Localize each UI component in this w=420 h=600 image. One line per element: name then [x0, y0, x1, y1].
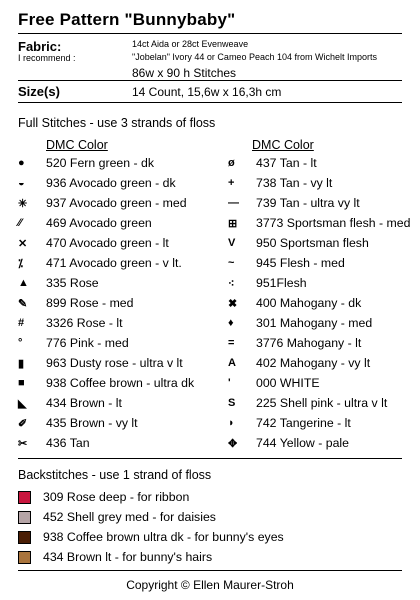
symbol-icon: ✎	[18, 297, 28, 310]
symbol-icon: ■	[18, 377, 25, 389]
backstitch-label: 452 Shell grey med - for daisies	[43, 510, 216, 524]
color-swatch	[18, 531, 31, 544]
copyright-text: Copyright © Ellen Maurer-Stroh	[126, 578, 294, 592]
color-row	[18, 173, 194, 193]
symbol-icon: ✂	[18, 437, 28, 450]
color-label: 470 Avocado green - lt	[46, 236, 169, 250]
symbol-icon: ⁖	[228, 277, 235, 290]
symbol-icon: ~	[228, 257, 235, 269]
color-row	[18, 293, 194, 313]
color-row	[228, 253, 410, 273]
symbol-icon: '	[228, 377, 231, 389]
color-label: 225 Shell pink - ultra v lt	[256, 396, 388, 410]
color-row	[228, 413, 410, 433]
color-row	[228, 313, 410, 333]
color-label: 951Flesh	[256, 276, 307, 290]
color-row	[18, 373, 194, 393]
fabric-line-1: 14ct Aida or 28ct Evenweave	[132, 39, 249, 49]
color-label: 738 Tan - vy lt	[256, 176, 333, 190]
title-divider	[18, 33, 402, 34]
color-row	[18, 353, 194, 373]
symbol-icon: ◣	[18, 397, 27, 410]
color-label: 937 Avocado green - med	[46, 196, 187, 210]
symbol-icon: ø	[228, 157, 235, 169]
color-row	[228, 333, 410, 353]
footer-divider	[18, 570, 402, 571]
color-row	[228, 393, 410, 413]
backstitch-label: 434 Brown lt - for bunny's hairs	[43, 550, 213, 564]
color-row	[18, 233, 194, 253]
color-list-right	[228, 153, 410, 453]
color-row	[228, 373, 410, 393]
fabric-line-2: "Jobelan" Ivory 44 or Cameo Peach 104 from Wichelt Imports	[132, 52, 377, 62]
color-label: 742 Tangerine - lt	[256, 416, 351, 430]
symbol-icon: S	[228, 397, 236, 409]
symbol-icon: V	[228, 237, 236, 249]
size-divider	[18, 102, 402, 103]
color-label: 776 Pink - med	[46, 336, 129, 350]
color-row	[228, 273, 410, 293]
symbol-icon: —	[228, 197, 239, 209]
backstitch-row	[18, 527, 284, 547]
backstitches-heading: Backstitches - use 1 strand of floss	[18, 468, 212, 482]
color-label: 402 Mahogany - vy lt	[256, 356, 371, 370]
color-label: 744 Yellow - pale	[256, 436, 349, 450]
color-row	[18, 253, 194, 273]
symbol-icon: °	[18, 337, 23, 349]
color-label: 938 Coffee brown - ultra dk	[46, 376, 195, 390]
fabric-divider	[18, 80, 402, 81]
color-row	[228, 433, 410, 453]
color-label: 936 Avocado green - dk	[46, 176, 176, 190]
color-label: 3326 Rose - lt	[46, 316, 123, 330]
color-row	[228, 213, 410, 233]
symbol-icon: ✖	[228, 297, 238, 310]
color-row	[18, 273, 194, 293]
page-title: Free Pattern "Bunnybaby"	[18, 10, 236, 29]
backstitch-label: 938 Coffee brown ultra dk - for bunny's eyes	[43, 530, 284, 544]
backstitch-row	[18, 507, 284, 527]
symbol-icon: =	[228, 337, 235, 349]
color-row	[18, 313, 194, 333]
symbol-icon: #	[18, 317, 25, 329]
symbol-icon: ⊞	[228, 217, 238, 230]
color-swatch	[18, 511, 31, 524]
color-label: 000 WHITE	[256, 376, 320, 390]
symbol-icon: ◒	[18, 177, 25, 189]
color-label: 945 Flesh - med	[256, 256, 345, 270]
color-row	[18, 153, 194, 173]
backstitch-row	[18, 547, 284, 567]
backstitch-list	[18, 487, 284, 567]
dmc-color-header-2: DMC Color	[252, 138, 314, 152]
symbol-icon: +	[228, 177, 235, 189]
color-label: 435 Brown - vy lt	[46, 416, 138, 430]
color-swatch	[18, 551, 31, 564]
color-row	[228, 353, 410, 373]
color-label: 471 Avocado green - v lt.	[46, 256, 182, 270]
color-label: 437 Tan - lt	[256, 156, 317, 170]
size-label: Size(s)	[18, 84, 60, 99]
color-list-left	[18, 153, 194, 453]
color-row	[228, 233, 410, 253]
dmc-color-header-1: DMC Color	[46, 138, 108, 152]
color-label: 434 Brown - lt	[46, 396, 122, 410]
symbol-icon: ⁒	[18, 257, 23, 270]
backstitch-label: 309 Rose deep - for ribbon	[43, 490, 190, 504]
color-label: 436 Tan	[46, 436, 90, 450]
symbol-icon: ●	[18, 157, 25, 169]
color-label: 469 Avocado green	[46, 216, 152, 230]
symbol-icon: A	[228, 357, 236, 369]
full-stitches-heading: Full Stitches - use 3 strands of floss	[18, 116, 216, 130]
stitch-count: 86w x 90 h Stitches	[132, 66, 237, 80]
symbol-icon: ◗	[228, 417, 235, 429]
color-label: 520 Fern green - dk	[46, 156, 155, 170]
fabric-label: Fabric:	[18, 39, 62, 54]
symbol-icon: ✳	[18, 197, 28, 210]
symbol-icon: ♦	[228, 317, 234, 329]
color-row	[18, 393, 194, 413]
symbol-icon: ✐	[18, 417, 28, 430]
symbol-icon: ▲	[18, 277, 29, 289]
color-row	[228, 173, 410, 193]
color-row	[228, 293, 410, 313]
color-row	[18, 193, 194, 213]
color-label: 950 Sportsman flesh	[256, 236, 369, 250]
symbol-icon: ▮	[18, 357, 25, 370]
color-label: 899 Rose - med	[46, 296, 134, 310]
size-value: 14 Count, 15,6w x 16,3h cm	[132, 85, 282, 99]
symbol-icon: ✕	[18, 237, 28, 250]
color-label: 963 Dusty rose - ultra v lt	[46, 356, 183, 370]
color-row	[18, 333, 194, 353]
symbol-icon: ✥	[228, 437, 238, 450]
color-row	[18, 213, 194, 233]
color-label: 335 Rose	[46, 276, 99, 290]
color-label: 3773 Sportsman flesh - med	[256, 216, 411, 230]
color-swatch	[18, 491, 31, 504]
color-label: 400 Mahogany - dk	[256, 296, 362, 310]
color-label: 3776 Mahogany - lt	[256, 336, 362, 350]
color-label: 739 Tan - ultra vy lt	[256, 196, 360, 210]
stitches-divider	[18, 458, 402, 459]
backstitch-row	[18, 487, 284, 507]
color-row	[18, 433, 194, 453]
recommend-label: I recommend :	[18, 53, 76, 63]
color-row	[228, 153, 410, 173]
color-row	[228, 193, 410, 213]
color-label: 301 Mahogany - med	[256, 316, 373, 330]
color-row	[18, 413, 194, 433]
symbol-icon: ⁄⁄	[18, 217, 22, 229]
